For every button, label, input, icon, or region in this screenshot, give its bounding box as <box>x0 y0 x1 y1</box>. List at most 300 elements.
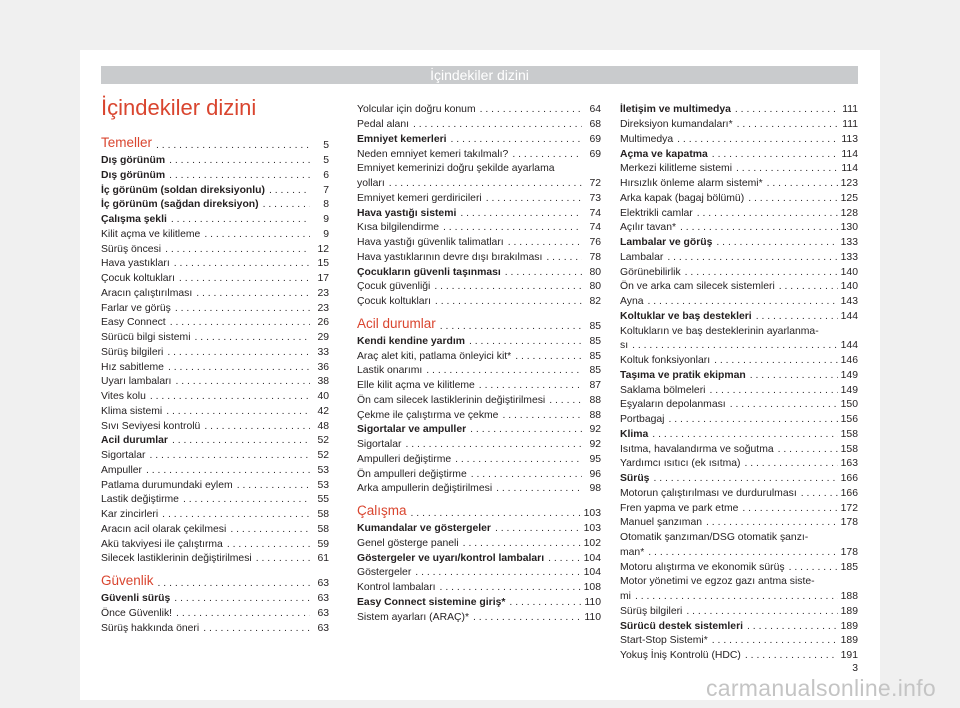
dot-leader <box>732 162 838 177</box>
toc-entry-page: 149 <box>840 369 858 381</box>
toc-entry[interactable] <box>620 266 858 281</box>
toc-entry[interactable] <box>357 335 601 350</box>
dot-leader <box>200 228 310 243</box>
toc-entry[interactable] <box>101 508 329 523</box>
dot-leader <box>498 409 582 424</box>
toc-column-2 <box>357 102 601 625</box>
dot-leader <box>501 266 582 281</box>
toc-entry-title: Fren yapma ve park etme <box>620 502 739 514</box>
toc-entry-page: 150 <box>840 399 858 411</box>
toc-entry[interactable] <box>620 561 858 576</box>
toc-entry-page: 92 <box>589 424 601 436</box>
toc-entry-title: Güvenli sürüş <box>101 593 171 604</box>
toc-entry-title: Isıtma, havalandırma ve soğutma <box>620 443 774 455</box>
toc-entry[interactable] <box>101 434 329 449</box>
toc-entry[interactable] <box>357 221 601 236</box>
toc-entry-title: Kilit açma ve kilitleme <box>101 228 201 240</box>
toc-entry-title: Araç alet kiti, patlama önleyici kit* <box>357 350 512 362</box>
toc-entry[interactable] <box>620 472 858 487</box>
dot-leader <box>223 538 310 553</box>
toc-entry-title: mi <box>620 591 631 602</box>
dot-leader <box>504 236 582 251</box>
dot-leader <box>172 607 310 622</box>
toc-entry-page: 191 <box>840 650 858 661</box>
toc-entry-title: Merkezi kilitleme sistemi <box>620 163 733 175</box>
toc-entry[interactable] <box>101 464 329 479</box>
toc-entry[interactable] <box>620 102 858 118</box>
dot-leader <box>738 502 837 517</box>
toc-entry-title: Lastik onarımı <box>357 365 423 377</box>
toc-entry-page: 130 <box>840 222 858 234</box>
toc-entry[interactable] <box>620 443 858 458</box>
toc-entry-page: 95 <box>589 453 601 465</box>
toc-entry[interactable] <box>101 607 329 622</box>
toc-entry[interactable] <box>620 649 858 664</box>
toc-entry-title: Direksiyon kumandaları* <box>620 119 733 130</box>
toc-entry-page: 85 <box>589 365 601 377</box>
toc-entry[interactable] <box>357 468 601 483</box>
toc-entry-page: 189 <box>840 605 858 617</box>
toc-entry-page: 178 <box>840 546 858 558</box>
toc-entry-page: 29 <box>317 332 329 343</box>
dot-leader <box>265 184 310 199</box>
toc-section[interactable] <box>101 570 329 592</box>
toc-entry[interactable] <box>101 169 329 184</box>
dot-leader <box>164 361 310 376</box>
toc-entry[interactable] <box>357 438 601 453</box>
toc-entry-title: Koltuklar ve baş destekleri <box>620 310 752 322</box>
toc-entry-title: Kısa bilgilendirme <box>357 222 440 234</box>
toc-entry-page: 12 <box>317 243 329 255</box>
toc-entry[interactable] <box>101 361 329 376</box>
toc-column-1 <box>101 129 329 636</box>
toc-entry[interactable] <box>357 522 601 537</box>
dot-leader <box>401 438 582 453</box>
dot-leader <box>682 605 837 620</box>
toc-entry-title: Genel gösterge paneli <box>357 537 459 549</box>
toc-entry[interactable] <box>620 546 858 561</box>
toc-column-3 <box>620 102 858 664</box>
toc-entry-title: Ön ve arka cam silecek sistemleri <box>620 281 775 293</box>
toc-entry[interactable] <box>357 192 601 207</box>
dot-leader <box>746 369 838 384</box>
dot-leader <box>664 413 837 428</box>
toc-entry[interactable] <box>620 428 858 443</box>
dot-leader <box>233 479 310 494</box>
toc-entry[interactable] <box>357 102 601 118</box>
toc-entry-title: Kar zincirleri <box>101 509 159 520</box>
toc-entry[interactable] <box>357 379 601 394</box>
toc-entry-page: 55 <box>317 494 329 506</box>
toc-entry-page: 163 <box>840 458 858 470</box>
toc-entry[interactable] <box>357 364 601 379</box>
toc-entry-page: 128 <box>840 207 858 219</box>
toc-entry-title: Lastik değiştirme <box>101 494 179 506</box>
toc-entry-title: Lambalar <box>620 251 664 263</box>
toc-entry[interactable] <box>620 207 858 222</box>
dot-leader <box>648 428 837 443</box>
toc-section[interactable] <box>357 313 601 335</box>
dot-leader <box>631 590 838 605</box>
dot-leader <box>774 443 838 458</box>
dot-leader <box>508 148 582 163</box>
toc-entry-page: 53 <box>317 464 329 476</box>
toc-entry[interactable] <box>101 538 329 553</box>
dot-leader <box>407 505 581 522</box>
dot-leader <box>743 620 838 635</box>
dot-leader <box>465 335 582 350</box>
dot-leader <box>663 251 837 266</box>
toc-entry-title: Uyarı lambaları <box>101 376 172 388</box>
toc-entry[interactable] <box>357 394 601 409</box>
toc-entry[interactable] <box>620 148 858 163</box>
toc-entry[interactable] <box>101 302 329 317</box>
toc-entry[interactable] <box>101 449 329 464</box>
toc-entry[interactable] <box>357 552 601 567</box>
toc-entry-page: 158 <box>840 428 858 440</box>
dot-leader <box>733 118 839 133</box>
toc-entry-title: Yardımcı ısıtıcı (ek ısıtma) <box>620 458 741 470</box>
toc-entry-page: 110 <box>584 596 601 608</box>
toc-entry[interactable] <box>620 605 858 620</box>
toc-entry[interactable] <box>101 154 329 169</box>
toc-entry[interactable] <box>101 198 329 213</box>
toc-entry-page: 88 <box>589 409 601 421</box>
dot-leader <box>162 405 310 420</box>
toc-entry-title: Sıvı Seviyesi kontrolü <box>101 420 201 432</box>
toc-entry[interactable] <box>357 611 601 626</box>
toc-entry-page: 52 <box>317 450 329 461</box>
toc-entry-page: 59 <box>317 538 329 550</box>
toc-entry[interactable] <box>101 213 329 228</box>
toc-entry-title: Sürüş öncesi <box>101 243 162 255</box>
toc-entry[interactable] <box>101 228 329 243</box>
toc-entry-page: 166 <box>840 473 858 484</box>
toc-entry-page: 85 <box>589 335 601 347</box>
dot-leader <box>259 198 310 213</box>
toc-entry-page: 85 <box>589 350 601 362</box>
dot-leader <box>731 102 839 118</box>
toc-entry-page: 133 <box>840 251 858 263</box>
dot-leader <box>142 464 310 479</box>
dot-leader <box>165 169 310 184</box>
toc-entry-title: Yokuş İniş Kontrolü (HDC) <box>620 650 741 661</box>
toc-entry-title: Hırsızlık önleme alarm sistemi* <box>620 178 763 189</box>
page-title: İçindekiler dizini <box>101 95 257 120</box>
toc-entry-title: Sigortalar <box>101 450 146 461</box>
toc-entry-title: Dış görünüm <box>101 155 166 166</box>
toc-entry-page: 102 <box>583 537 601 549</box>
toc-entry[interactable] <box>620 620 858 635</box>
toc-entry-page: 33 <box>317 346 329 358</box>
toc-entry-title: Start-Stop Sistemi* <box>620 635 708 647</box>
toc-entry-page: 74 <box>589 222 601 234</box>
dot-leader <box>466 423 582 438</box>
toc-entry-title: Hava yastıklarının devre dışı bırakılması <box>357 251 543 263</box>
toc-entry[interactable] <box>620 354 858 369</box>
toc-entry-line: Motor yönetimi ve egzoz gazı antma siste- <box>620 576 815 588</box>
toc-entry[interactable] <box>357 566 601 581</box>
toc-entry[interactable] <box>620 413 858 428</box>
toc-entry[interactable] <box>101 346 329 361</box>
toc-entry-title: Aracın acil olarak çekilmesi <box>101 523 227 535</box>
page-header: İçindekiler dizini <box>101 66 858 84</box>
dot-leader <box>492 482 582 497</box>
toc-entry[interactable] <box>620 384 858 399</box>
toc-entry-page: 144 <box>840 340 858 352</box>
watermark: carmanualsonline.info <box>705 675 936 701</box>
dot-leader <box>447 133 582 148</box>
toc-entry[interactable] <box>620 339 858 354</box>
dot-leader <box>676 221 838 236</box>
toc-entry-page: 113 <box>841 133 858 145</box>
toc-entry-title: Multimedya <box>620 133 674 145</box>
toc-entry-title: Sürücü bilgi sistemi <box>101 332 191 343</box>
dot-leader <box>252 552 310 567</box>
toc-entry-title: Çocukların güvenli taşınması <box>357 266 501 278</box>
dot-leader <box>166 316 310 331</box>
toc-entry[interactable] <box>357 409 601 424</box>
toc-entry-title: Koltuk fonksiyonları <box>620 355 711 366</box>
toc-entry[interactable] <box>620 118 858 133</box>
toc-entry-title: Açılır tavan* <box>620 222 677 234</box>
toc-entry-page: 58 <box>317 509 329 520</box>
toc-entry-title: Acil durumlar <box>357 315 436 331</box>
toc-entry[interactable] <box>357 596 601 611</box>
toc-entry[interactable] <box>620 177 858 192</box>
toc-entry-title: Kumandalar ve göstergeler <box>357 523 491 534</box>
toc-entry-page: 15 <box>317 258 329 270</box>
toc-entry-page: 111 <box>842 119 858 130</box>
toc-section[interactable] <box>357 500 601 522</box>
toc-entry-page: 63 <box>317 578 329 589</box>
dot-leader <box>705 384 837 399</box>
toc-entry[interactable] <box>620 251 858 266</box>
toc-entry[interactable] <box>620 516 858 531</box>
dot-leader <box>168 434 310 449</box>
toc-entry-page: 144 <box>840 310 858 322</box>
dot-leader <box>708 634 838 649</box>
toc-entry-page: 172 <box>840 502 858 514</box>
toc-entry-title: Göstergeler ve uyarı/kontrol lambaları <box>357 552 545 564</box>
toc-entry[interactable] <box>357 148 601 163</box>
toc-entry-page: 114 <box>841 148 858 160</box>
toc-entry-page: 5 <box>323 155 329 166</box>
toc-entry-page: 23 <box>317 287 329 299</box>
toc-entry[interactable] <box>101 272 329 287</box>
toc-entry[interactable] <box>101 287 329 302</box>
toc-entry-page: 88 <box>589 394 601 406</box>
toc-entry-page: 74 <box>589 207 601 219</box>
dot-leader <box>170 592 310 607</box>
toc-entry-page: 69 <box>589 133 601 145</box>
toc-entry[interactable] <box>101 405 329 420</box>
toc-entry[interactable] <box>357 266 601 281</box>
toc-entry-title: Klima <box>620 428 649 440</box>
toc-entry-title: Sistem ayarları (ARAÇ)* <box>357 611 470 623</box>
dot-leader <box>171 302 310 317</box>
toc-entry-title: Sigortalar ve ampuller <box>357 424 467 436</box>
toc-entry[interactable] <box>101 243 329 258</box>
toc-entry-page: 40 <box>317 391 329 402</box>
toc-entry[interactable] <box>620 634 858 649</box>
dot-leader <box>681 266 838 281</box>
toc-entry[interactable] <box>620 590 858 605</box>
dot-leader <box>456 207 582 222</box>
toc-entry-page: 8 <box>323 199 329 211</box>
toc-entry[interactable] <box>101 552 329 567</box>
toc-entry[interactable] <box>101 390 329 405</box>
toc-entry-title: sı <box>620 340 629 352</box>
dot-leader <box>436 581 581 596</box>
toc-entry-page: 188 <box>840 591 858 602</box>
toc-entry-title: Açma ve kapatma <box>620 148 708 160</box>
dot-leader <box>167 213 310 228</box>
toc-entry[interactable] <box>101 375 329 390</box>
dot-leader <box>161 243 310 258</box>
toc-entry-title: Eşyaların depolanması <box>620 399 726 411</box>
toc-entry[interactable] <box>101 592 329 607</box>
toc-entry[interactable] <box>620 502 858 517</box>
toc-entry-title: Yolcular için doğru konum <box>357 104 476 115</box>
toc-entry-title: Ön ampulleri değiştirme <box>357 468 467 480</box>
toc-entry-page: 73 <box>589 192 601 204</box>
dot-leader <box>491 522 581 537</box>
toc-section[interactable] <box>101 132 329 154</box>
toc-entry-title: Ampulleri değiştirme <box>357 453 452 465</box>
toc-entry[interactable] <box>357 482 601 497</box>
dot-leader <box>145 449 310 464</box>
dot-leader <box>179 493 310 508</box>
dot-leader <box>482 192 582 207</box>
toc-entry[interactable] <box>101 331 329 346</box>
toc-entry-page: 166 <box>840 487 858 499</box>
toc-entry[interactable] <box>620 280 858 295</box>
toc-entry[interactable] <box>357 581 601 596</box>
toc-entry-title: Motorun çalıştırılması ve durdurulması <box>620 487 797 499</box>
toc-entry[interactable] <box>357 295 601 310</box>
toc-entry[interactable] <box>357 251 601 266</box>
toc-entry[interactable] <box>357 236 601 251</box>
toc-entry[interactable] <box>101 257 329 272</box>
toc-entry-line: Otomatik şanzıman/DSG otomatik şanzı- <box>620 532 809 543</box>
toc-entry-title: Hava yastığı sistemi <box>357 207 457 219</box>
dot-leader <box>544 552 581 567</box>
toc-entry[interactable] <box>620 162 858 177</box>
toc-entry[interactable] <box>357 118 601 133</box>
toc-entry-page: 104 <box>583 552 601 564</box>
dot-leader <box>170 257 310 272</box>
toc-entry-title: Easy Connect sistemine giriş* <box>357 596 506 608</box>
toc-entry-page: 185 <box>840 561 858 573</box>
toc-entry[interactable] <box>620 487 858 502</box>
toc-entry[interactable] <box>620 133 858 148</box>
toc-entry[interactable] <box>357 537 601 552</box>
dot-leader <box>158 508 310 523</box>
toc-entry-title: Çocuk güvenliği <box>357 281 431 293</box>
toc-entry[interactable] <box>357 133 601 148</box>
toc-entry-line: Koltukların ve baş desteklerinin ayarlanma- <box>620 325 819 337</box>
toc-entry-title: Kendi kendine yardım <box>357 335 465 347</box>
toc-entry-page: 38 <box>317 376 329 388</box>
toc-entry-title: Saklama bölmeleri <box>620 384 706 396</box>
toc-entry-title: Temeller <box>101 135 153 150</box>
toc-entry-title: Sigortalar <box>357 439 402 450</box>
toc-entry-page: 80 <box>589 266 601 278</box>
toc-entry[interactable] <box>357 423 601 438</box>
toc-entry[interactable] <box>101 184 329 199</box>
toc-entry-page: 156 <box>840 414 858 425</box>
toc-entry-title: Elektrikli camlar <box>620 207 693 219</box>
toc-entry-title: Patlama durumundaki eylem <box>101 479 233 491</box>
toc-entry-title: Emniyet kemerleri <box>357 133 447 145</box>
toc-entry[interactable] <box>620 398 858 413</box>
toc-entry[interactable] <box>357 207 601 222</box>
toc-entry[interactable] <box>620 295 858 310</box>
toc-entry[interactable] <box>101 493 329 508</box>
toc-entry[interactable] <box>620 457 858 472</box>
toc-entry-page: 92 <box>589 439 601 450</box>
dot-leader <box>475 379 582 394</box>
dot-leader <box>740 457 837 472</box>
toc-entry-page: 7 <box>323 184 329 196</box>
toc-entry[interactable] <box>620 236 858 251</box>
toc-entry-page: 143 <box>840 296 858 307</box>
dot-leader <box>175 272 310 287</box>
toc-entry[interactable] <box>620 221 858 236</box>
toc-entry-title: Farlar ve görüş <box>101 302 171 314</box>
toc-entry-title: Kontrol lambaları <box>357 582 436 593</box>
toc-entry-page: 123 <box>840 178 858 189</box>
toc-entry-page: 103 <box>583 523 601 534</box>
toc-entry[interactable] <box>101 420 329 435</box>
toc-entry[interactable] <box>620 369 858 384</box>
dot-leader <box>542 251 582 266</box>
toc-entry-page: 149 <box>840 384 858 396</box>
toc-entry[interactable] <box>620 192 858 207</box>
toc-entry-title: Hava yastıkları <box>101 258 170 270</box>
toc-entry[interactable] <box>357 453 601 468</box>
toc-entry[interactable] <box>101 479 329 494</box>
toc-entry-page: 85 <box>589 320 601 332</box>
toc-entry-title: Çalışma <box>357 503 407 518</box>
toc-entry[interactable] <box>357 350 601 365</box>
toc-entry-page: 61 <box>317 553 329 565</box>
toc-entry-title: Sürüş bilgileri <box>620 605 683 617</box>
toc-entry-title: Easy Connect <box>101 317 166 329</box>
dot-leader <box>476 102 582 118</box>
toc-entry[interactable] <box>101 523 329 538</box>
toc-entry-page: 87 <box>589 380 601 391</box>
toc-entry-page: 26 <box>317 317 329 329</box>
toc-entry[interactable] <box>357 177 601 192</box>
dot-leader <box>467 468 582 483</box>
toc-entry[interactable] <box>620 310 858 325</box>
toc-entry-page: 68 <box>589 119 601 130</box>
toc-entry-page: 9 <box>323 228 329 240</box>
toc-entry-title: Göstergeler <box>357 567 412 579</box>
toc-entry[interactable] <box>101 316 329 331</box>
toc-entry-page: 189 <box>840 635 858 647</box>
toc-entry-title: Motoru alıştırma ve ekonomik sürüş <box>620 561 785 573</box>
dot-leader <box>644 295 838 310</box>
dot-leader <box>436 318 582 335</box>
toc-entry-title: Arka ampullerin değiştirilmesi <box>357 483 493 495</box>
toc-entry[interactable] <box>357 280 601 295</box>
toc-entry[interactable] <box>101 622 329 637</box>
dot-leader <box>430 280 582 295</box>
dot-leader <box>693 207 838 222</box>
